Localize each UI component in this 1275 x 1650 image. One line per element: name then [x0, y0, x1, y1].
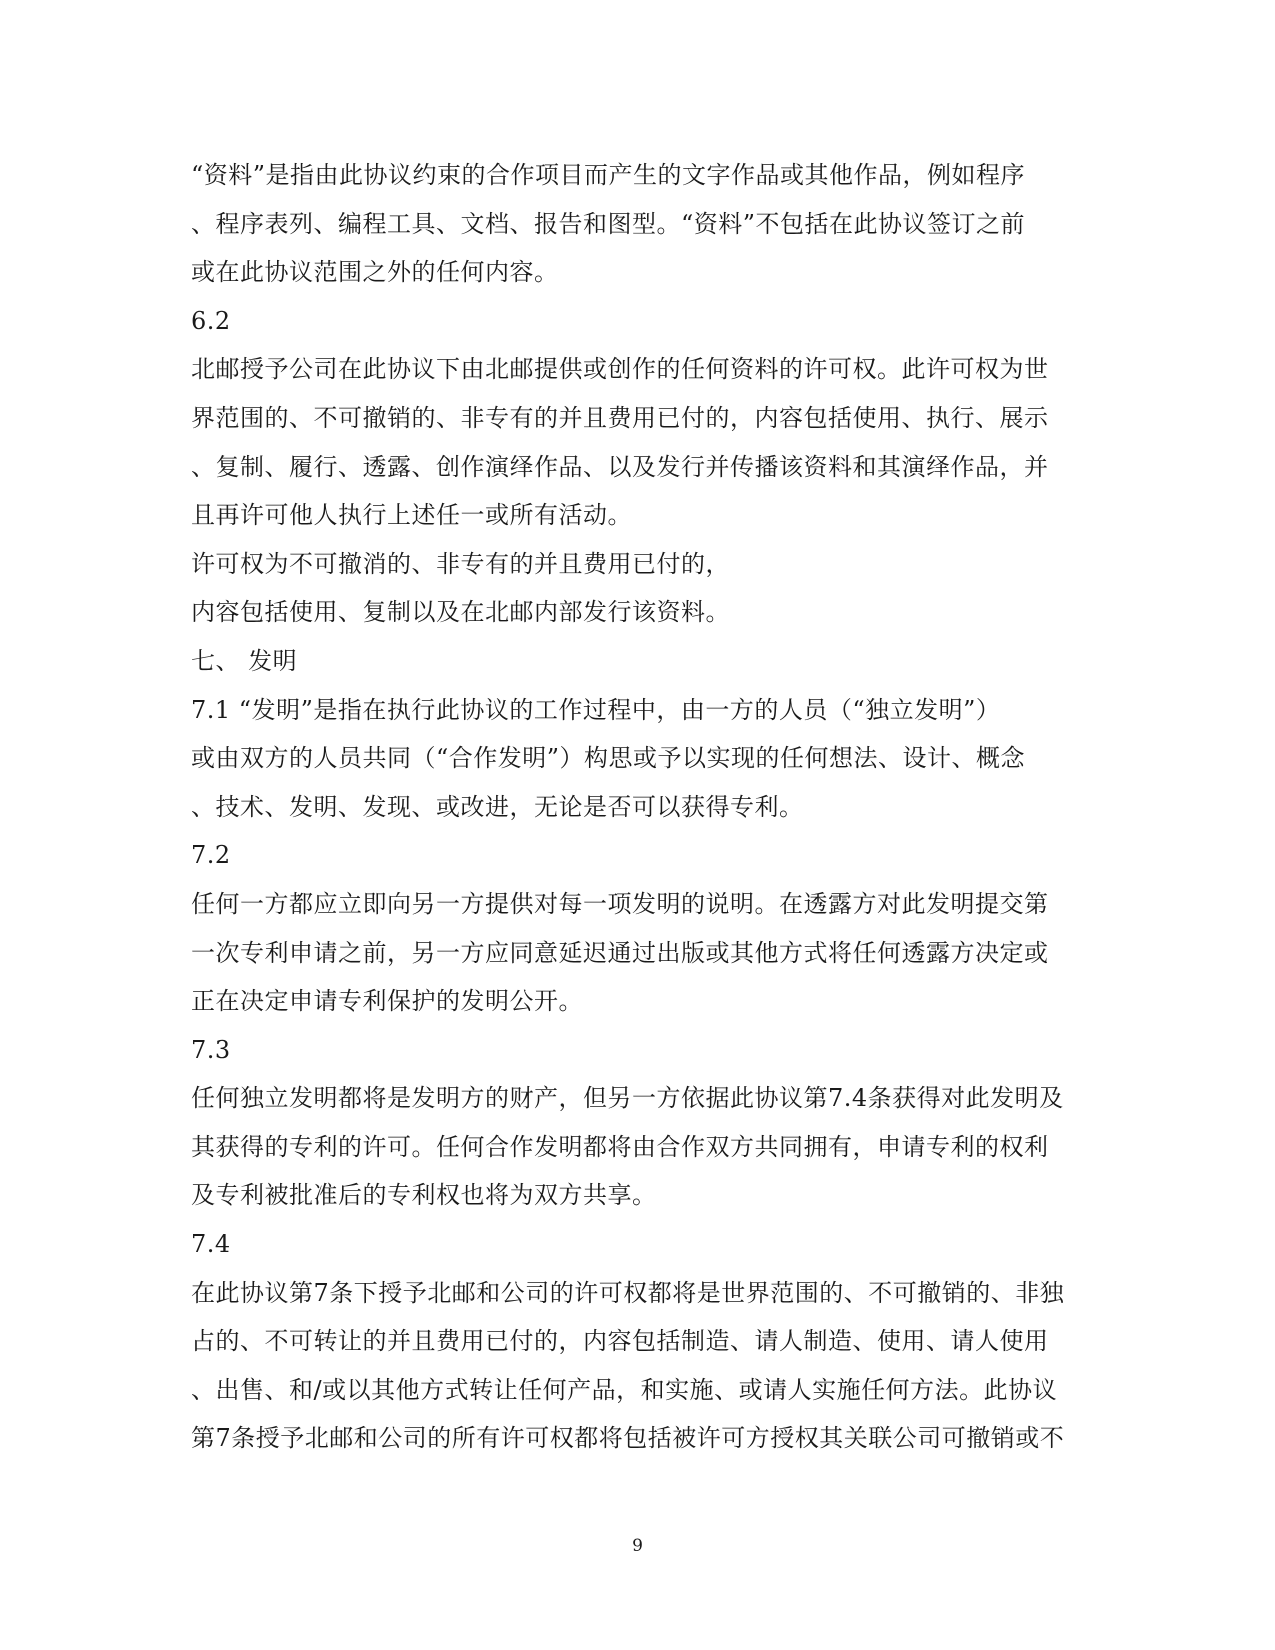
text-line: 北邮授予公司在此协议下由北邮提供或创作的任何资料的许可权。此许可权为世 [191, 355, 1049, 384]
text-line: 、技术、发明、发现、或改进，无论是否可以获得专利。 [191, 792, 804, 821]
section-number: 7.2 [191, 841, 231, 870]
text-line: 及专利被批准后的专利权也将为双方共享。 [191, 1181, 657, 1210]
text-line: 任何一方都应立即向另一方提供对每一项发明的说明。在透露方对此发明提交第 [191, 889, 1049, 918]
text-line: 在此协议第7条下授予北邮和公司的许可权都将是世界范围的、不可撤销的、非独 [191, 1278, 1065, 1307]
page-number: 9 [632, 1536, 643, 1556]
section-number: 7.4 [191, 1230, 231, 1259]
text-line: 或在此协议范围之外的任何内容。 [191, 258, 559, 287]
text-line: 、程序表列、编程工具、文档、报告和图型。“资料”不包括在此协议签订之前 [191, 209, 1026, 238]
text-line: 占的、不可转让的并且费用已付的，内容包括制造、请人制造、使用、请人使用 [191, 1327, 1049, 1356]
text-line: 任何独立发明都将是发明方的财产，但另一方依据此协议第7.4条获得对此发明及 [191, 1084, 1064, 1113]
text-line: 其获得的专利的许可。任何合作发明都将由合作双方共同拥有，申请专利的权利 [191, 1132, 1049, 1161]
section-number: 7.3 [191, 1035, 231, 1064]
text-line: 、出售、和/或以其他方式转让任何产品，和实施、或请人实施任何方法。此协议 [191, 1375, 1058, 1404]
section-heading: 七、 发明 [191, 646, 298, 675]
text-line: 内容包括使用、复制以及在北邮内部发行该资料。 [191, 598, 730, 627]
text-line: 且再许可他人执行上述任一或所有活动。 [191, 501, 632, 530]
text-line: 一次专利申请之前，另一方应同意延迟通过出版或其他方式将任何透露方决定或 [191, 938, 1049, 967]
text-line: 7.1 “发明”是指在执行此协议的工作过程中，由一方的人员（“独立发明”） [191, 695, 1001, 724]
section-number: 6.2 [191, 306, 231, 335]
text-line: “资料”是指由此协议约束的合作项目而产生的文字作品或其他作品，例如程序 [191, 161, 1026, 189]
text-line: 第7条授予北邮和公司的所有许可权都将包括被许可方授权其关联公司可撤销或不 [191, 1424, 1065, 1453]
text-line: 、复制、履行、透露、创作演绎作品、以及发行并传播该资料和其演绎作品，并 [191, 452, 1049, 481]
text-line: 许可权为不可撤消的、非专有的并且费用已付的， [191, 549, 730, 578]
document-body [191, 151, 1091, 1463]
text-line: 或由双方的人员共同（“合作发明”）构思或予以实现的任何想法、设计、概念 [191, 744, 1026, 773]
text-line: 界范围的、不可撤销的、非专有的并且费用已付的，内容包括使用、执行、展示 [191, 403, 1049, 432]
text-line: 正在决定申请专利保护的发明公开。 [191, 987, 583, 1016]
